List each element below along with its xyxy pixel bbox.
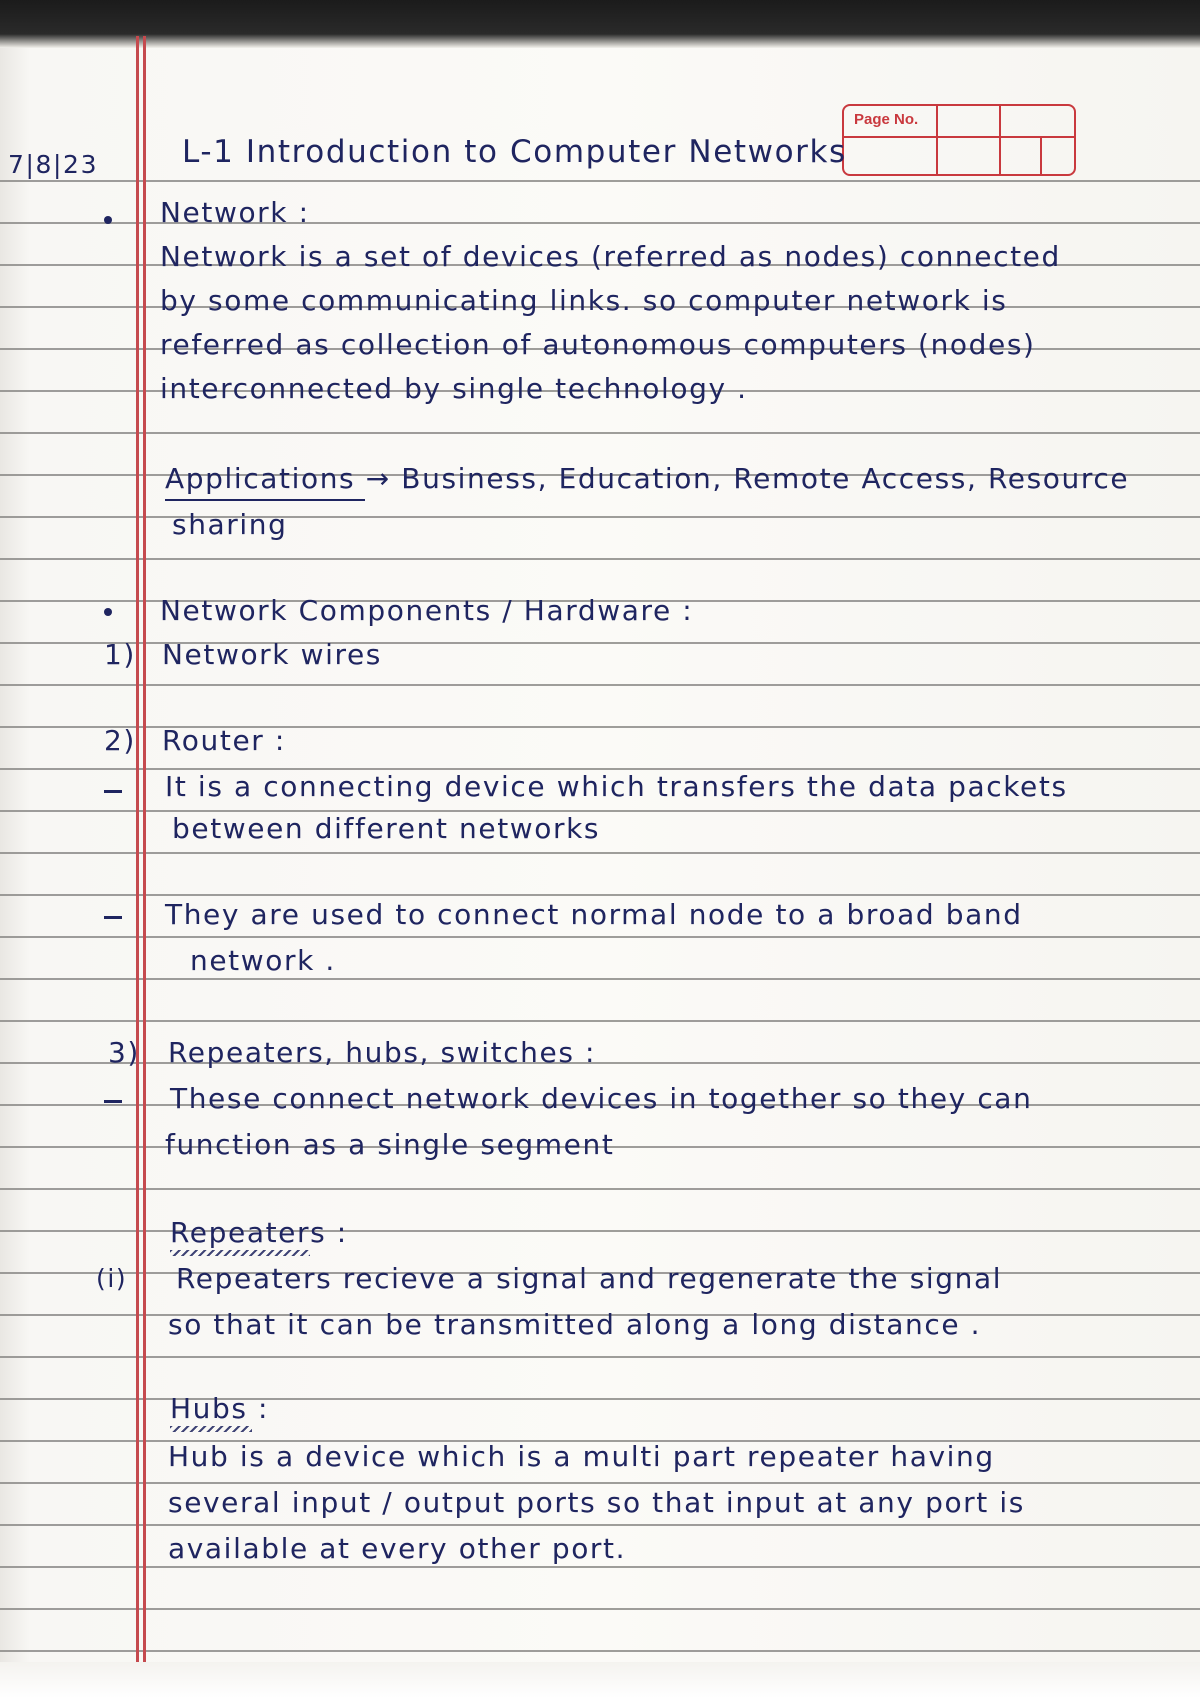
repeaters-line: so that it can be transmitted along a long distance . <box>168 1308 982 1341</box>
page-top-edge <box>0 0 1200 48</box>
ruled-line <box>0 1524 1200 1526</box>
dash-marker <box>104 1100 122 1103</box>
heading-underline <box>170 1426 252 1432</box>
dash-marker <box>104 790 122 793</box>
ruled-line <box>0 1188 1200 1190</box>
ruled-line <box>0 684 1200 686</box>
repeaters-section-line: These connect network devices in together so they can <box>170 1082 1033 1115</box>
router-point-line: It is a connecting device which transfers the data packets <box>165 770 1068 803</box>
list-number: 3) <box>108 1036 140 1069</box>
page-box-divider <box>936 106 938 174</box>
list-marker: (i) <box>96 1264 128 1293</box>
ruled-line <box>0 432 1200 434</box>
hubs-heading: Hubs : <box>170 1392 270 1425</box>
margin-line <box>136 36 139 1662</box>
component-item: Network wires <box>162 638 382 671</box>
dash-marker <box>104 916 122 919</box>
ruled-line <box>0 936 1200 938</box>
list-number: 2) <box>104 724 136 757</box>
applications-underline <box>165 499 365 501</box>
network-line: by some communicating links. so computer network is <box>160 284 1008 317</box>
ruled-line <box>0 852 1200 854</box>
router-point-line: network . <box>190 944 336 977</box>
ruled-line <box>0 978 1200 980</box>
hubs-line: Hub is a device which is a multi part repeater having <box>168 1440 995 1473</box>
margin-line <box>143 36 146 1662</box>
ruled-line <box>0 1020 1200 1022</box>
list-number: 1) <box>104 638 136 671</box>
components-heading: Network Components / Hardware : <box>160 594 694 627</box>
router-point-line: between different networks <box>172 812 601 845</box>
bullet <box>104 216 112 224</box>
ruled-line <box>0 1650 1200 1652</box>
network-line: referred as collection of autonomous computers (nodes) <box>160 328 1036 361</box>
heading-underline <box>170 1250 310 1256</box>
page-bottom-edge <box>0 1662 1200 1698</box>
ruled-line <box>0 1566 1200 1568</box>
repeaters-line: Repeaters recieve a signal and regenerate the signal <box>176 1262 1003 1295</box>
ruled-line <box>0 894 1200 896</box>
page-number-box <box>842 104 1076 176</box>
applications-line: Applications → Business, Education, Remote Access, Resource <box>165 462 1130 495</box>
ruled-line <box>0 558 1200 560</box>
ruled-line <box>0 1356 1200 1358</box>
page-box-divider <box>1040 136 1042 174</box>
network-line: interconnected by single technology . <box>160 372 748 405</box>
ruled-line <box>0 1608 1200 1610</box>
hubs-line: several input / output ports so that input at any port is <box>168 1486 1025 1519</box>
date: 7|8|23 <box>8 150 99 179</box>
network-line: Network is a set of devices (referred as nodes) connected <box>160 240 1061 273</box>
bullet <box>104 608 112 616</box>
repeaters-section-line: function as a single segment <box>165 1128 615 1161</box>
ruled-line <box>0 180 1200 182</box>
page-number-label: Page No. <box>854 111 919 128</box>
component-item: Router : <box>162 724 286 757</box>
network-heading: Network : <box>160 196 310 229</box>
ruled-line <box>0 1482 1200 1484</box>
router-point-line: They are used to connect normal node to a broad band <box>165 898 1023 931</box>
applications-line: sharing <box>172 508 288 541</box>
repeaters-heading: Repeaters : <box>170 1216 348 1249</box>
page-title: L-1 Introduction to Computer Networks <box>182 134 847 170</box>
page-box-divider <box>999 106 1001 174</box>
hubs-line: available at every other port. <box>168 1532 627 1565</box>
repeaters-section-heading: Repeaters, hubs, switches : <box>168 1036 597 1069</box>
